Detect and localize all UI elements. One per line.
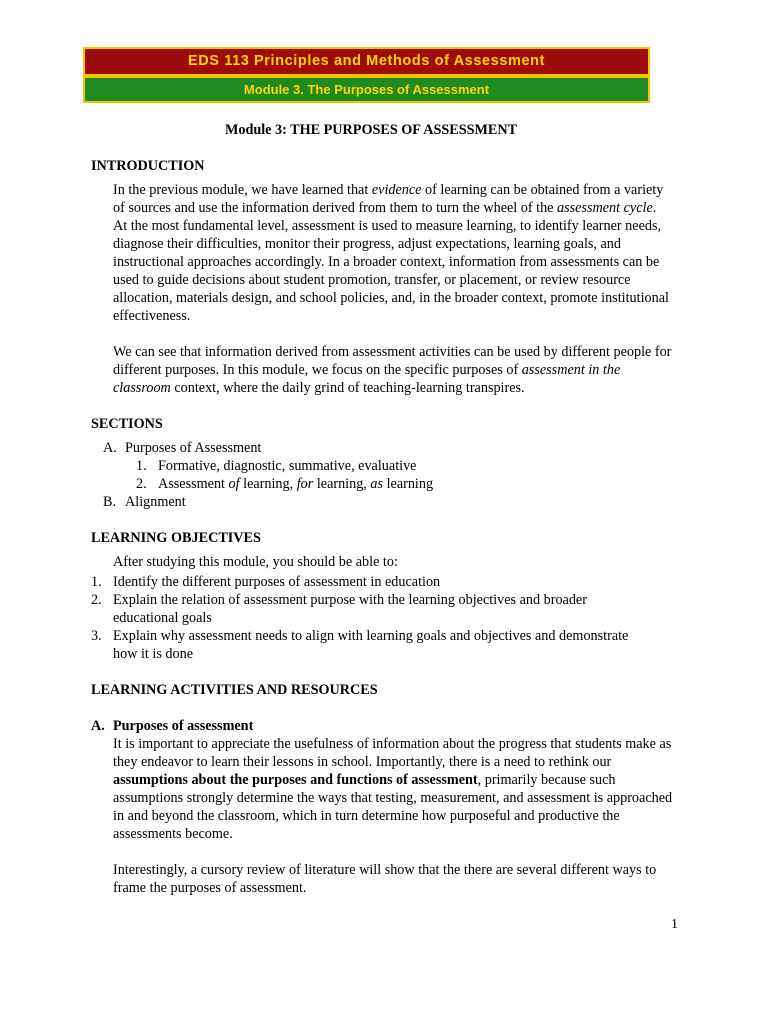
emphasis-assumptions: assumptions about the purposes and functions of assessment [113,772,478,788]
section-a2-label: 2. [136,476,147,492]
module-title: Module 3. The Purposes of Assessment [243,82,490,97]
text-run: of learning can be obtained from a variety of sources and use the information derived from them to turn the wheel of the [113,182,664,216]
text-run: learning, [239,476,297,492]
section-a [91,439,691,457]
page-title: Module 3: THE PURPOSES OF ASSESSMENT [224,122,518,138]
list-item [91,591,643,627]
introduction-heading: INTRODUCTION [91,158,205,174]
course-title: EDS 113 Principles and Methods of Assessment [187,53,546,69]
subheading-text: Purposes of assessment [113,718,254,734]
text-run: Assessment [158,476,229,492]
emphasis-classroom: assessment in the classroom [113,362,621,396]
objectives-intro: After studying this module, you should be able to: [113,554,398,570]
emphasis-assessment-cycle: assessment cycle [557,200,653,216]
text-run: context, where the daily grind of teaching-learning transpires. [170,380,525,396]
text-run: learning, [313,476,371,492]
course-banner [83,47,650,76]
list-number: 3. [91,628,102,644]
section-a1-label: 1. [136,458,147,474]
sections-list [91,439,691,511]
sections-heading: SECTIONS [91,416,163,432]
text-run: . At the most fundamental level, assessment is used to measure learning, to identify learner needs, diagnose their difficulties, monitor their progress, adjust expectations, learning goals, and instructional approaches accordingly. In a broader context, information from assessments can be used to guide decisions about student promotion, transfer, or placement, or review resource allocation, materials design, and school policies, and, in the broader context, promote institutional effectiveness. [113,200,669,324]
objectives-heading: LEARNING OBJECTIVES [91,530,261,546]
text-run: , primarily because such assumptions strongly determine the ways that testing, measurement, and assessment is approached in and beyond the classroom, which in turn determine how purposeful and productive the assessments become. [113,772,673,842]
emphasis-as: as [370,476,384,492]
text-run: We can see that information derived from assessment activities can be used by different people for different purposes. In this module, we focus on the specific purposes of [113,344,672,378]
emphasis-for: for [296,476,314,492]
section-a-text: Purposes of Assessment [125,440,262,456]
section-b-label: B. [103,494,117,510]
section-a2 [91,475,691,493]
text-run: learning [383,476,434,492]
objectives-list [91,573,691,663]
text-run: It is important to appreciate the usefulness of information about the progress that students make as they endeavor to learn their lessons in school. Importantly, there is a need to rethink our [113,736,672,770]
section-b [91,493,691,511]
activities-paragraph-2: Interestingly, a cursory review of literature will show that the there are several different ways to frame the purposes of assessment. [113,862,657,896]
introduction-paragraph-1 [113,181,673,325]
text-run: In the previous module, we have learned that [113,182,372,198]
activities-heading: LEARNING ACTIVITIES AND RESOURCES [91,682,378,698]
activities-paragraph-1 [113,735,678,843]
emphasis-of: of [228,476,240,492]
subheading-label: A. [91,718,105,734]
activities-subheading [91,717,691,735]
list-number: 1. [91,574,102,590]
page-number: 1 [671,917,678,932]
list-item [91,573,643,591]
list-number: 2. [91,592,102,608]
section-a1 [91,457,691,475]
list-text: Identify the different purposes of assessment in education [113,574,441,590]
emphasis-evidence: evidence [371,182,422,198]
list-item [91,627,643,663]
introduction-paragraph-2 [113,343,673,397]
section-b-text: Alignment [125,494,186,510]
list-text: Explain why assessment needs to align with learning goals and objectives and demonstrate how it is done [113,628,629,662]
section-a-label: A. [103,440,117,456]
page-content [91,121,691,915]
list-text: Explain the relation of assessment purpose with the learning objectives and broader educational goals [113,592,587,626]
section-a1-text: Formative, diagnostic, summative, evaluative [158,458,417,474]
module-banner [83,76,650,103]
